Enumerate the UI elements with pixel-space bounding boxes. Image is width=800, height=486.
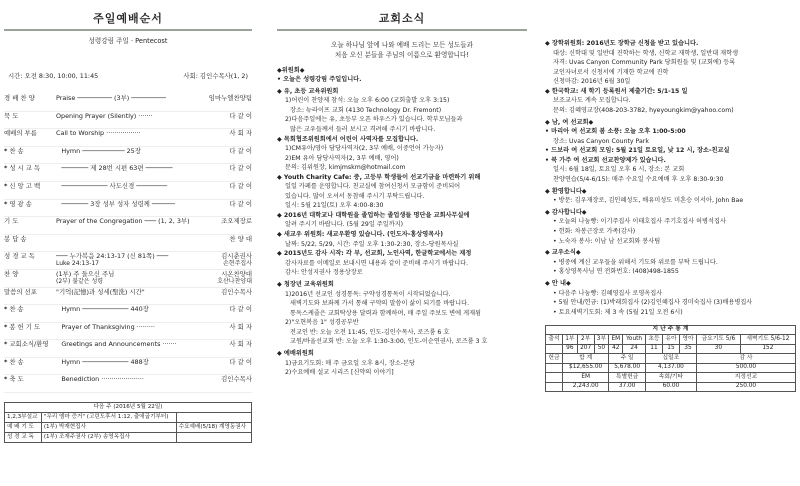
order-item-text: ──────────── 사도신경 ──────── (61, 181, 168, 190)
news-item: 문의: 김혜영교장(408-203-3782, hyeyoungkim@yahoo.com) (553, 106, 734, 114)
schedule-row (5, 423, 252, 433)
offering-cell: $12,655.00 (563, 363, 609, 373)
order-item-text: Prayer of Thanksgiving ········· (61, 322, 155, 331)
order-item-label: 찬 송 (9, 357, 24, 366)
order-item-text-2: (2부) 불같은 성령 (56, 277, 104, 285)
order-item-leader-name: 김시춘권사 (221, 252, 252, 261)
statistics-cell: 3부 (594, 335, 609, 345)
order-item-label: 찬 양 (4, 269, 19, 278)
news-title-rule (277, 29, 527, 31)
order-item-leader-name: 다 같 이 (229, 357, 252, 366)
news-item: 일시: 6월 18일, 토요일 오후 6 시, 장소: 본 교회 (553, 166, 685, 174)
news-item: 교인자녀로서 신청서에 기재한 학교에 진학 (553, 68, 669, 76)
news-item: • 토요새벽기도회: 제 3 속 (5월 21일 오전 6시) (553, 308, 683, 316)
statistics-cell: 새벽기도 5/6-12 (740, 335, 795, 345)
next-week-schedule (4, 402, 252, 443)
welcome-line-1: 오늘 하나님 앞에 나와 예배 드리는 모든 성도들과 (330, 40, 474, 49)
news-item: 새벽기도와 보좌께 가서 통해 구약의 말씀이 삶이 되기를 바랍니다. (290, 300, 470, 308)
news-section-heading: ◆ 예배위원회 (277, 350, 314, 357)
worship-presider: 사회: 김인수목사(1, 2) (183, 71, 248, 80)
order-item-text: Prayer of the Congregation ─── (1, 2, 3부) (56, 217, 190, 226)
order-item-leader (192, 252, 252, 268)
schedule-cell (176, 413, 251, 423)
news-section-heading: ◆ 남, 여 선교회◆ (545, 118, 594, 126)
news-section-heading: ◆위원회◆ (277, 66, 305, 74)
order-item-detail (61, 340, 192, 348)
order-item-label: 교회소식/환영 (9, 340, 49, 349)
worship-order-title: 주일예배순서 (93, 12, 163, 25)
order-item-label: 영 광 송 (9, 199, 32, 208)
order-item-label: 신 앙 고 백 (9, 181, 41, 190)
order-item-leader-name: 사 회 자 (229, 340, 252, 349)
worship-subtitle: 성령강림 주일 · Pentecost (88, 36, 168, 45)
news-item: ◆ 장학위원회: 2016년도 장학금 신청을 받고 있습니다. (545, 40, 699, 47)
worship-time: 시간: 오전 8:30, 10:00, 11:45 (8, 71, 99, 80)
order-item (4, 112, 252, 130)
news-item: 2)다음주일에는 유, 초등부 오픈 하우스가 있습니다. 학부모님들과 (285, 116, 463, 124)
order-item-leader-name: 시온찬양대 (221, 269, 252, 278)
schedule-cell: (1부) 조재주권사 (2부) 송영옥집사 (41, 433, 176, 443)
offering-row (546, 363, 796, 373)
order-item-label: 봉 헌 기 도 (9, 322, 41, 331)
schedule-row (5, 433, 252, 443)
order-item-label: 기 도 (4, 217, 19, 226)
statistics-title: 지 난 주 통 계 (546, 325, 796, 335)
news-item: 찬양연습(5/4-6/15): 매주 수요일 수요예배 후 오후 8:30-9:30 (553, 175, 724, 183)
news-item: • 헌화: 차봉근장로 가족(감사) (553, 228, 636, 235)
schedule-header: 다음 주 (2016년 5월 22일) (5, 403, 252, 413)
order-item-label: 말씀의 선포 (4, 287, 37, 296)
order-item-text: Hymn ─────────── 25장 (61, 146, 141, 155)
news-item: 신청마감: 2016년 6월 30일 (553, 78, 631, 86)
order-item-leader (192, 340, 252, 348)
order-item-leader-name: 사 회 자 (229, 322, 252, 331)
offering-cell (546, 382, 563, 392)
news-item: ◆ 목회협조위원회에서 어린이 사역자를 모집합니다. (277, 135, 419, 143)
news-item: 날짜: 5/22, 5/29, 시간: 주일 오후 1:30-2:30, 장소-당원목사실 (285, 240, 459, 248)
order-item-detail (56, 129, 192, 137)
offering-cell: 5,678.00 (609, 363, 646, 373)
news-item: 일일 카페를 운영합니다. 친교실에 참여신청서 모금함이 준비되어 (285, 183, 461, 191)
order-item-leader (192, 323, 252, 331)
statistics-cell: 152 (740, 344, 795, 354)
news-item: • 다음주 나눔빵: 김혜영집사 로영옥집사 (553, 289, 663, 297)
order-item-leader-name: 다 같 이 (229, 146, 252, 155)
news-section-heading: ◆ 청장년 교육위원회 (277, 280, 334, 288)
order-item-text: Benediction ····················· (61, 375, 144, 384)
statistics-cell: 금요기도 5/6 (696, 335, 740, 345)
order-item-text: Hymn ──────────── 488장 (61, 357, 149, 366)
news-item: • 병중에 계신 교우들을 위해서 기도와 위로를 부탁 드립니다. (553, 258, 718, 266)
order-item-label: 찬 송 (9, 305, 24, 314)
news-item: 2)수요예배 설교 시리즈 [신약의 이야기] (285, 369, 394, 377)
news-item: ◆ 한국학교: 새 학기 등록원서 제출기간: 5/1-15 일 (545, 87, 688, 95)
offering-row (546, 354, 796, 364)
news-item: ◆ 2015년도 감사 시작: 각 부, 선교회, 노인사역, 한글학교에서는 재정 (277, 250, 472, 258)
order-item-leader (192, 375, 252, 383)
order-item (4, 200, 252, 218)
order-item-leader-name: 김인수목사 (221, 375, 252, 384)
order-item (4, 182, 252, 200)
order-item (4, 305, 252, 323)
order-item-leader-name: 다 같 이 (229, 199, 252, 208)
order-item (4, 235, 252, 253)
news-item: 장소: 뉴라이프 교회 (4130 Technology Dr. Fremont) (290, 106, 442, 114)
news-section-heading: ◆ 감사합니다◆ (545, 208, 587, 216)
statistics-cell: 35 (679, 344, 696, 354)
schedule-cell: 1,2,3부설교 (5, 413, 42, 423)
statistics-cell: 15 (662, 344, 679, 354)
welcome-line-2: 처음 오신 분들을 주님의 이름으로 환영합니다! (334, 50, 470, 59)
statistics-cell: 영아 (679, 335, 696, 345)
statistics-cell: 50 (594, 344, 609, 354)
schedule-cell: 예 배 기 도 (5, 423, 42, 433)
offering-cell: 500.00 (696, 363, 795, 373)
order-item (4, 164, 252, 182)
order-item-detail (61, 200, 192, 208)
statistics-cell: 30 (696, 344, 740, 354)
order-item-text: ─── 누가복음 24:13-17 (신 81쪽) ─── (56, 252, 169, 261)
news-item: • 오늘은 성령강림 주일입니다. (277, 76, 362, 84)
news-item: • 북 가주 여 선교회 선교찬양제가 있습니다. (545, 156, 666, 164)
order-item-detail (56, 94, 192, 102)
news-item: 문의: 김위원장, kimjmskm@hotmail.com (285, 164, 406, 172)
news-item: 일시: 5월 21일(토) 오후 4:00-8:30 (285, 202, 384, 210)
standing-mark-icon: * (4, 340, 8, 349)
statistics-cell: 24 (623, 344, 646, 354)
order-item-leader (192, 164, 252, 172)
order-item-leader (192, 288, 252, 296)
standing-mark-icon: * (4, 375, 8, 384)
statistics-cell: 2부 (577, 335, 594, 345)
order-item-label: 성 시 교 독 (9, 164, 41, 173)
offering-cell: 속회/기타 (645, 373, 696, 383)
order-item-label: 묵 도 (4, 111, 19, 120)
statistics-cell: 42 (609, 344, 623, 354)
order-item-leader-name: 다 같 이 (229, 164, 252, 173)
schedule-cell: 성 경 교 독 (5, 433, 42, 443)
offering-cell: 특별헌금 (609, 373, 646, 383)
title-rule (4, 29, 252, 31)
offering-cell (546, 373, 563, 383)
order-item-detail (56, 270, 192, 286)
standing-mark-icon: * (4, 322, 8, 331)
news-item: 전교인 반: 오늘 오전 11:45, 인도-김인수목사, 로즈룸 6 호 (290, 328, 450, 336)
order-item-leader-name: 다 같 이 (229, 111, 252, 120)
order-item-leader-name: 다 같 이 (229, 305, 252, 314)
offering-cell: 감 사 (696, 354, 795, 364)
news-item: • 5월 안내/헌금: (1)박래희집사 (2)김인혜집사 경미숙집사 (3)배용병집사 (553, 299, 753, 307)
standing-mark-icon: * (4, 357, 8, 366)
statistics-cell: 11 (645, 344, 662, 354)
news-list (277, 67, 527, 377)
news-item: 1)2016년 선교인 성경통독: 구약성경통독이 시작되었습니다. (285, 290, 451, 298)
standing-mark-icon: * (4, 305, 8, 314)
worship-order-column (4, 0, 252, 486)
order-item-leader (192, 129, 252, 137)
schedule-row (5, 413, 252, 423)
news-section-heading: ◆ 교우소식◆ (545, 249, 581, 257)
order-item-detail (61, 375, 192, 383)
order-item-leader-name: 조오제장로 (221, 217, 252, 226)
statistics-cell: 유아 (662, 335, 679, 345)
order-item-leader (192, 94, 252, 102)
order-item-text: ─────── 3장 성부 성자 성령께 ────── (61, 199, 175, 208)
order-item-label: 예배의 부름 (4, 129, 37, 138)
statistics-cell: 96 (563, 344, 578, 354)
statistics-cell: 초등 (645, 335, 662, 345)
news-item: ◆ Youth Charity Cafe: 중, 고등부 학생들이 선교기금을 마련하기 위해 (277, 173, 481, 181)
statistics-row (546, 344, 796, 354)
order-item-leader (192, 235, 252, 243)
order-item-text: Greetings and Announcements ······· (61, 340, 177, 349)
news-item: 대상: 신학대 및 일반대 진학하는 학생, 신학교 재학생, 일반대 재학생 (553, 49, 739, 57)
order-item-detail (61, 358, 192, 366)
order-item-leader (192, 358, 252, 366)
order-item-label: 축 도 (9, 375, 24, 384)
news-item: 알려 주시기 바랍니다. (5월 29일 주일까지) (285, 221, 404, 229)
news-section-heading: ◆ 안 내◆ (545, 280, 571, 288)
news-item: 장소: Uvas Canyon County Park (553, 137, 649, 145)
order-item-leader-name: 임마누엘찬양팀 (208, 93, 252, 102)
order-item-detail (56, 252, 192, 268)
order-item-detail (56, 112, 192, 120)
order-item-text: Praise ───────── (3부) ───────── (56, 93, 166, 102)
standing-mark-icon: * (4, 146, 8, 155)
news-item: 1)금요기도회: 매 주 금요일 오후 8시, 장소-본당 (285, 359, 415, 367)
order-list (4, 94, 252, 393)
order-item-leader-name: 김인수목사 (221, 287, 252, 296)
offering-cell: 지정선교 (696, 373, 795, 383)
order-item-text: "기억(記憶)과 성세(聖洗) 시간" (56, 287, 145, 296)
offering-cell: 4,137.00 (645, 363, 696, 373)
order-item (4, 217, 252, 235)
news-item: • 오늘의 나눔빵: 이기주집사 이태호집사 주기호집사 허병석집사 (553, 218, 726, 226)
news-right-column (545, 0, 796, 486)
news-section-heading: ◆ 환영합니다◆ (545, 187, 587, 195)
order-item (4, 252, 252, 270)
order-item-text: (1부) 주 들으신 주님 (56, 269, 115, 278)
offering-cell: 주 일 (609, 354, 646, 364)
order-item-text: Call to Worship ················· (56, 129, 141, 138)
order-item (4, 129, 252, 147)
news-column (277, 0, 527, 486)
welcome-message (277, 41, 527, 61)
order-item-leader (192, 305, 252, 313)
order-item-leader (192, 182, 252, 190)
offering-cell (546, 363, 563, 373)
news-item: • 드보라 여 선교회 모임: 5월 21일 토요일, 낮 12 시, 장소-친교실 (545, 147, 730, 155)
order-item-leader-name: 찬 양 대 (229, 234, 252, 243)
offering-cell: 60.00 (645, 382, 696, 392)
news-item: 교원/바울선교회 반: 오늘 오후 1:30-3:00, 인도-이순연권사, 로즈룸 3 호 (290, 338, 488, 346)
news-item: 많은 교우들께서 들러 보시고 격려해 주시기 바랍니다. (290, 126, 436, 134)
schedule-cell (176, 433, 251, 443)
order-item (4, 375, 252, 393)
news-item: ◆ 2016년 대학교나 대학원을 졸업하는 졸업생들 명단을 교회사무실에 (277, 211, 470, 219)
news-item: ◆ 새교우 위원회: 새교우환영 있습니다. (인도자-홍상영목사) (277, 231, 444, 239)
worship-time-row (4, 72, 252, 80)
offering-cell: 헌금 (546, 354, 563, 364)
news-title: 교회소식 (378, 12, 426, 25)
offering-cell: 십일조 (645, 354, 696, 364)
order-item (4, 94, 252, 112)
order-item-detail (56, 217, 192, 225)
schedule-cell: (1부) 박재현집사 (41, 423, 176, 433)
order-item-leader-2: 호산나찬양대 (217, 277, 252, 285)
order-item-text: Opening Prayer (Silently) ······· (56, 111, 153, 120)
news-list-right (545, 40, 796, 317)
order-item-text-2: Luke 24:13-17 (56, 260, 99, 268)
statistics-cell (546, 344, 563, 354)
order-item (4, 323, 252, 341)
order-item-label: 봉 답 송 (4, 234, 27, 243)
news-item: 감사: 안성지권사 정용상장로 (285, 269, 363, 277)
news-item: 통독스케줄은 교회탁상용 달력과 함께하며, 매 주일 주보도 변에 게재됨 (290, 309, 482, 317)
news-section-heading: ◆ 유, 초등 교육위원회 (277, 87, 339, 95)
order-item-text: ─────── 제 28번 시편 63편 ─────── (61, 164, 173, 173)
order-item-detail (61, 323, 192, 331)
standing-mark-icon: * (4, 199, 8, 208)
offering-cell: 합 계 (563, 354, 609, 364)
news-item: 2)"오현복음 1" 성경공부반 (285, 319, 359, 327)
order-item-label: 찬 송 (9, 146, 24, 155)
offering-cell: 2,243.00 (563, 382, 609, 392)
news-item: • 마리아 여 선교회 봄 소풍: 오늘 오후 1:00-5:00 (545, 128, 686, 136)
schedule-cell: "무리 엠마 증거" (고린도후서 1:12, 출애굽기부터) (41, 413, 176, 423)
order-item-leader-2: 손현주집사 (223, 260, 252, 268)
order-item-detail (61, 164, 192, 172)
order-item-leader (192, 200, 252, 208)
order-item-label: 경 배 찬 양 (4, 93, 35, 102)
order-item (4, 288, 252, 306)
order-item (4, 340, 252, 358)
statistics-cell: Youth (623, 335, 646, 345)
statistics-cell: EM (609, 335, 623, 345)
news-item: 보조교사도 계속 모집합니다. (553, 97, 631, 105)
news-item: 1)CM유아/영아 담당사역자(2, 3부 예배, 이중언어 가능자) (285, 145, 444, 153)
offering-cell: 37.00 (609, 382, 646, 392)
order-item-label: 성 경 교 독 (4, 252, 35, 261)
weekly-statistics-table (545, 325, 796, 393)
standing-mark-icon: * (4, 181, 8, 190)
offering-cell: EM (563, 373, 609, 383)
order-item-leader-name: 다 같 이 (229, 181, 252, 190)
news-item: • 방문: 김우재장로, 김인혜성도, 배유미성도 미혼승 이서아, John Bae (553, 197, 744, 205)
order-item-leader-name: 사 회 자 (229, 129, 252, 138)
order-item-detail (61, 147, 192, 155)
news-item: 2)EM 유아 담당사역자(2, 3부 예배, 영어) (285, 154, 399, 162)
order-item-detail (61, 305, 192, 313)
standing-mark-icon: * (4, 164, 8, 173)
order-item (4, 358, 252, 376)
order-item-detail (56, 288, 192, 296)
offering-cell: 250.00 (696, 382, 795, 392)
offering-row (546, 382, 796, 392)
statistics-cell: 1부 (563, 335, 578, 345)
order-item (4, 270, 252, 288)
offering-row (546, 373, 796, 383)
statistics-cell: 출석 (546, 335, 563, 345)
order-item-detail (61, 182, 192, 190)
order-item-leader (192, 112, 252, 120)
schedule-cell: 수요예배(5/18) 계영동권사 (176, 423, 251, 433)
statistics-cell: 207 (577, 344, 594, 354)
statistics-row (546, 335, 796, 345)
order-item-text: Hymn ──────────── 440장 (61, 305, 149, 314)
order-item (4, 147, 252, 165)
news-item: 있습니다. 많이 오셔서 동참해 주시기 부탁드립니다. (285, 192, 425, 200)
order-item-leader (192, 147, 252, 155)
news-item: 1)어린이 찬양제 참석: 오늘 오후 6:00 (교회출발 오후 3:15) (285, 97, 450, 105)
order-item-leader (192, 217, 252, 225)
news-item: 자격: Uvas Canyon Community Park 당회원들 및 (교회에) 등록 (553, 59, 736, 67)
news-item: • 홍상영목사님 연 전화번호: (408)498-1855 (553, 268, 679, 276)
order-item-leader (192, 270, 252, 286)
news-item: • 노숙자 봉사: 이남 남 선교회와 봉사팀 (553, 237, 661, 245)
news-item: 감사자료를 이메일로 보내시면 내용과 같이 준비해 주시기 바랍니다. (285, 259, 469, 267)
